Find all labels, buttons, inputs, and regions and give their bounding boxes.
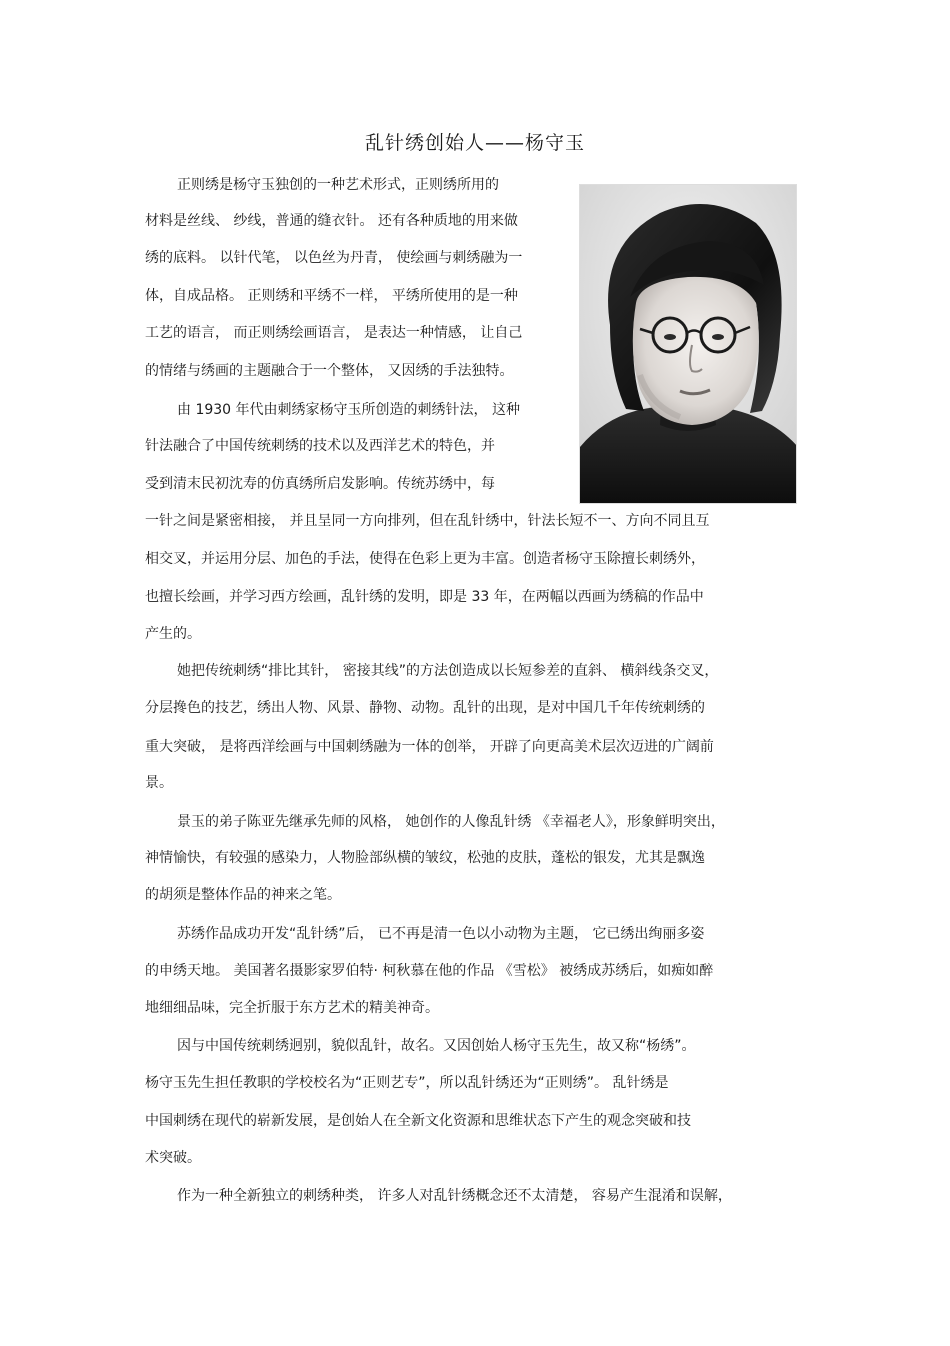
text-line: 分层搀色的技艺，绣出人物、风景、静物、动物。乱针的出现，是对中国几千年传统刺绣的 bbox=[145, 700, 705, 716]
text-line: 一针之间是紧密相接， 并且呈同一方向排列，但在乱针绣中，针法长短不一、方向不同且互 bbox=[145, 513, 710, 529]
text-line: 由 1930 年代由刺绣家杨守玉所创造的刺绣针法， 这种 bbox=[177, 402, 520, 418]
text-line: 正则绣是杨守玉独创的一种艺术形式，正则绣所用的 bbox=[177, 177, 499, 193]
document-title: 乱针绣创始人——杨守玉 bbox=[364, 132, 585, 154]
portrait-photo bbox=[579, 184, 797, 504]
text-line: 地细细品味，完全折服于东方艺术的精美神奇。 bbox=[145, 1000, 439, 1016]
text-line: 作为一种全新独立的刺绣种类， 许多人对乱针绣概念还不太清楚， 容易产生混淆和误解， bbox=[177, 1188, 732, 1204]
text-line: 杨守玉先生担任教职的学校校名为“正则艺专”，所以乱针绣还为“正则绣”。 乱针绣是 bbox=[145, 1075, 669, 1091]
text-line: 术突破。 bbox=[145, 1150, 201, 1166]
text-line: 的申绣天地。 美国著名摄影家罗伯特· 柯秋慕在他的作品 《雪松》 被绣成苏绣后，如痴如醉 bbox=[145, 963, 714, 979]
text-line: 产生的。 bbox=[145, 626, 201, 642]
text-line: 神情愉快，有较强的感染力，人物脸部纵横的皱纹，松弛的皮肤，蓬松的银发，尤其是飘逸 bbox=[145, 850, 705, 866]
text-line: 工艺的语言， 而正则绣绘画语言， 是表达一种情感， 让自己 bbox=[145, 325, 523, 341]
text-line: 材料是丝线、 纱线，普通的缝衣针。 还有各种质地的用来做 bbox=[145, 213, 518, 229]
text-line: 她把传统刺绣“排比其针， 密接其线”的方法创造成以长短参差的直斜、 横斜线条交叉， bbox=[177, 663, 719, 679]
text-line: 体，自成品格。 正则绣和平绣不一样， 平绣所使用的是一种 bbox=[145, 288, 518, 304]
text-line: 苏绣作品成功开发“乱针绣”后， 已不再是清一色以小动物为主题， 它已绣出绚丽多姿 bbox=[177, 926, 705, 942]
text-line: 景玉的弟子陈亚先继承先师的风格， 她创作的人像乱针绣 《幸福老人》，形象鲜明突出， bbox=[177, 814, 725, 830]
text-line: 也擅长绘画，并学习西方绘画，乱针绣的发明，即是 33 年，在两幅以西画为绣稿的作品中 bbox=[145, 589, 704, 605]
text-line: 绣的底料。 以针代笔， 以色丝为丹青， 使绘画与刺绣融为一 bbox=[145, 250, 523, 266]
text-line: 中国刺绣在现代的崭新发展，是创始人在全新文化资源和思维状态下产生的观念突破和技 bbox=[145, 1113, 691, 1129]
text-line: 的胡须是整体作品的神来之笔。 bbox=[145, 887, 341, 903]
text-line: 针法融合了中国传统刺绣的技术以及西洋艺术的特色，并 bbox=[145, 438, 495, 454]
text-line: 因与中国传统刺绣迥别，貌似乱针，故名。又因创始人杨守玉先生，故又称“杨绣”。 bbox=[177, 1038, 696, 1054]
text-line: 相交叉，并运用分层、加色的手法，使得在色彩上更为丰富。创造者杨守玉除擅长刺绣外， bbox=[145, 551, 705, 567]
text-line: 重大突破， 是将西洋绘画与中国刺绣融为一体的创举， 开辟了向更高美术层次迈进的广阔前 bbox=[145, 739, 714, 755]
text-line: 受到清末民初沈寿的仿真绣所启发影响。传统苏绣中，每 bbox=[145, 476, 495, 492]
text-line: 的情绪与绣画的主题融合于一个整体， 又因绣的手法独特。 bbox=[145, 363, 514, 379]
text-line: 景。 bbox=[145, 775, 173, 791]
portrait-illustration bbox=[580, 185, 797, 504]
